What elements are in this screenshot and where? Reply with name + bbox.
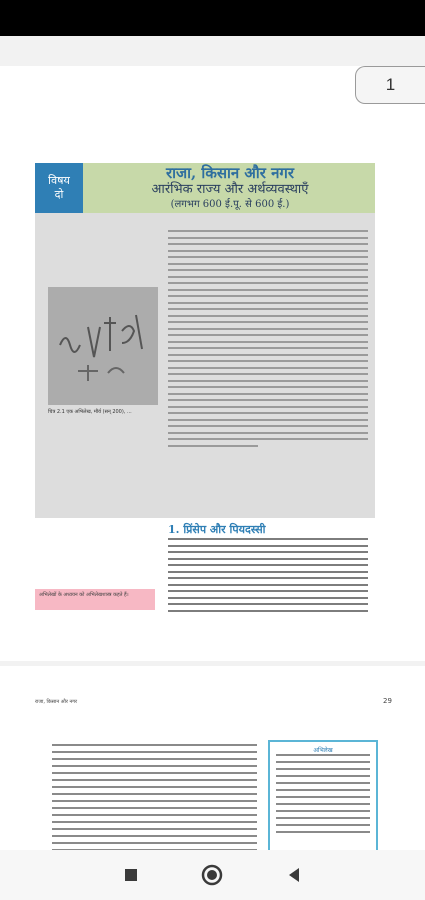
page-two-text xyxy=(52,744,257,850)
home-button[interactable] xyxy=(197,860,227,890)
section-text xyxy=(168,538,368,616)
triangle-icon xyxy=(287,867,301,883)
title-main: राजा, किसान और नगर xyxy=(165,164,295,182)
navigation-bar xyxy=(0,850,425,900)
title-sub: आरंभिक राज्य और अर्थव्यवस्थाएँ xyxy=(151,182,309,197)
inscription-photo xyxy=(48,287,158,405)
document-viewer[interactable] xyxy=(0,36,425,850)
running-header: राजा, किसान और नगर xyxy=(35,699,78,705)
chapter-tag-line2: दो xyxy=(54,188,64,201)
inscription-box xyxy=(268,740,378,850)
page-two xyxy=(0,666,425,850)
photo-caption: चित्र 2.1 एक अभिलेख, मौर्य (सन् 200), ... xyxy=(48,409,132,415)
intro-text xyxy=(168,230,368,451)
status-bar xyxy=(0,0,425,36)
circle-icon xyxy=(201,864,223,886)
back-button[interactable] xyxy=(279,860,309,890)
square-icon xyxy=(124,868,138,882)
chapter-tag xyxy=(35,163,83,213)
page-indicator[interactable]: 1 xyxy=(355,66,425,104)
side-note: अभिलेखों के अध्ययन को अभिलेखशास्त्र कहते हैं। xyxy=(35,589,155,610)
title-period: (लगभग 600 ई.पू. से 600 ई.) xyxy=(170,199,290,210)
page-number: 29 xyxy=(383,697,392,705)
section-heading: 1. प्रिंसेप और पियदस्सी xyxy=(168,523,266,536)
box-title: अभिलेख xyxy=(313,747,333,754)
page-one xyxy=(0,66,425,661)
recents-button[interactable] xyxy=(116,860,146,890)
chapter-tag-line1: विषय xyxy=(48,174,70,187)
chapter-title xyxy=(90,164,370,211)
